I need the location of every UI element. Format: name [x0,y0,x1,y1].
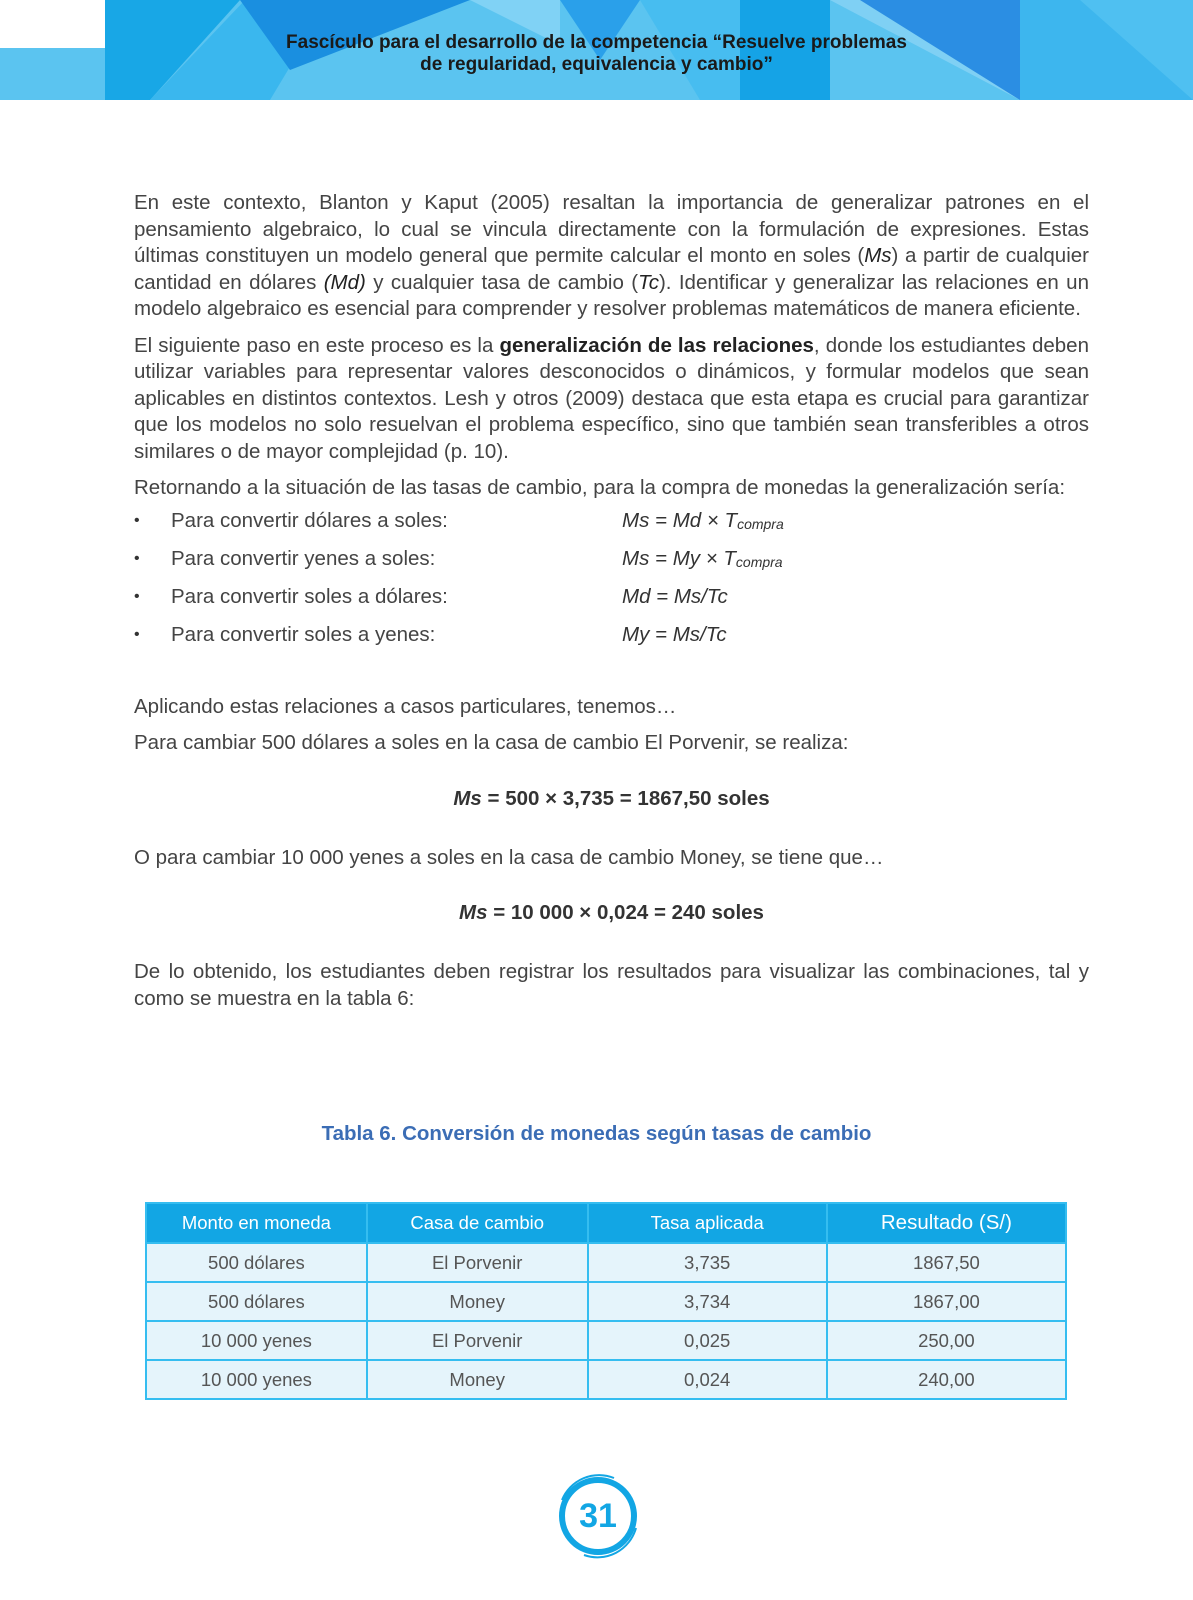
paragraph-1 [134,190,1089,323]
eq-rest: = 500 × 3,735 = 1867,50 soles [481,786,770,810]
var-ms: Ms [864,244,892,267]
rule-label: Para convertir dólares a soles: [171,508,448,532]
rule-formula [622,616,727,654]
eq-rest: = 10 000 × 0,024 = 240 soles [487,901,764,924]
formula-text: Ms = Md × T [622,508,738,532]
table-cell: 3,734 [588,1282,827,1321]
list-item [134,502,1089,540]
table-row [146,1321,1066,1360]
list-item [134,540,1089,578]
list-item [134,616,1089,654]
eq-var: Ms [453,786,482,810]
table-cell: 240,00 [827,1360,1066,1399]
header-band [0,0,1193,100]
formula-text: Md = Ms/Tc [622,584,728,608]
table-row [146,1282,1066,1321]
bullet-icon: • [134,587,140,605]
var-tc: Tc [638,270,659,294]
page-number-badge [552,1470,644,1562]
column-header-rate: Tasa aplicada [588,1203,827,1243]
bold-term: generalización de las relaciones [499,333,814,357]
table-cell: 0,025 [588,1321,827,1360]
table-cell: 1867,50 [827,1243,1066,1282]
header-title-line2: de regularidad, equivalencia y cambio” [420,54,773,75]
text-span: ) a partir de cualquier cantidad en dólares [134,244,1089,294]
header-title [0,32,1193,76]
table-cell: 1867,00 [827,1282,1066,1321]
paragraph-2 [134,333,1089,466]
formula-text: Ms = My × T [622,546,736,570]
table-cell: 500 dólares [146,1282,367,1321]
var-md: (Md) [323,270,366,294]
table-header-row [146,1203,1066,1243]
rules-list [134,502,1089,654]
bullet-icon: • [134,625,140,643]
table-cell: 10 000 yenes [146,1321,367,1360]
table-cell: 0,024 [588,1360,827,1399]
rule-label: Para convertir soles a dólares: [171,584,448,608]
rule-label: Para convertir yenes a soles: [171,546,436,570]
table-row [146,1360,1066,1399]
formula-subscript: compra [735,553,783,570]
conversion-table [145,1202,1067,1400]
table-cell: 250,00 [827,1321,1066,1360]
table-cell: 10 000 yenes [146,1360,367,1399]
table-cell: El Porvenir [367,1321,588,1360]
list-item [134,578,1089,616]
text-span: En este contexto, Blanton y Kaput (2005) resaltan la importancia de generalizar patrones en el pensamiento algebraico, lo cual se vincula directamente con la formulación de expresiones. Estas últimas constituyen un modelo general que permite calcular el monto en soles ( [134,191,1089,267]
text-span: y cualquier tasa de cambio ( [365,270,639,294]
rule-formula [622,578,728,616]
formula-subscript: compra [737,515,784,532]
table-row [146,1243,1066,1282]
paragraph-5: Para cambiar 500 dólares a soles en la casa de cambio El Porvenir, se realiza: [134,731,849,754]
header-title-line1: Fascículo para el desarrollo de la competencia “Resuelve problemas [286,32,907,53]
eq-var: Ms [459,901,488,924]
table-title: Tabla 6. Conversión de monedas según tasas de cambio [321,1122,872,1145]
column-header-result: Resultado (S/) [827,1203,1066,1243]
paragraph-6: O para cambiar 10 000 yenes a soles en la casa de cambio Money, se tiene que… [134,845,884,869]
table-cell: Money [367,1360,588,1399]
main-content [134,190,1089,1022]
column-header-amount: Monto en moneda [146,1203,367,1243]
paragraph-7: De lo obtenido, los estudiantes deben registrar los resultados para visualizar las combinaciones, tal y como se muestra en la tabla 6: [134,960,1089,1010]
table-cell: 3,735 [588,1243,827,1282]
rule-formula [622,502,784,543]
paragraph-3: Retornando a la situación de las tasas de cambio, para la compra de monedas la generalización sería: [134,476,1066,499]
formula-text: My = Ms/Tc [622,622,727,646]
rule-formula [622,540,783,581]
page-number: 31 [579,1497,617,1535]
table-cell: Money [367,1282,588,1321]
column-header-exchange-house: Casa de cambio [367,1203,588,1243]
table-cell: 500 dólares [146,1243,367,1282]
bullet-icon: • [134,511,140,529]
text-span: El siguiente paso en este proceso es la [134,333,500,357]
text-span: , donde los estudiantes deben utilizar variables para representar valores desconocidos o dinámicos, y formular modelos que sean aplicables en distintos contextos. Lesh y otros (2009) destaca que esta etapa es crucial para garantizar que los modelos no solo resuelvan el problema específico, sino que también sean transferibles a otros similares o de mayor complejidad (p. 10). [134,333,1089,463]
equation-2 [134,901,1089,925]
paragraph-4: Aplicando estas relaciones a casos particulares, tenemos… [134,694,677,718]
text-span: ). Identificar y generalizar las relaciones en un modelo algebraico es esencial para comprender y resolver problemas matemáticos de manera eficiente. [134,270,1089,320]
bullet-icon: • [134,549,140,567]
equation-1 [134,787,1089,811]
table-cell: El Porvenir [367,1243,588,1282]
rule-label: Para convertir soles a yenes: [171,622,436,646]
